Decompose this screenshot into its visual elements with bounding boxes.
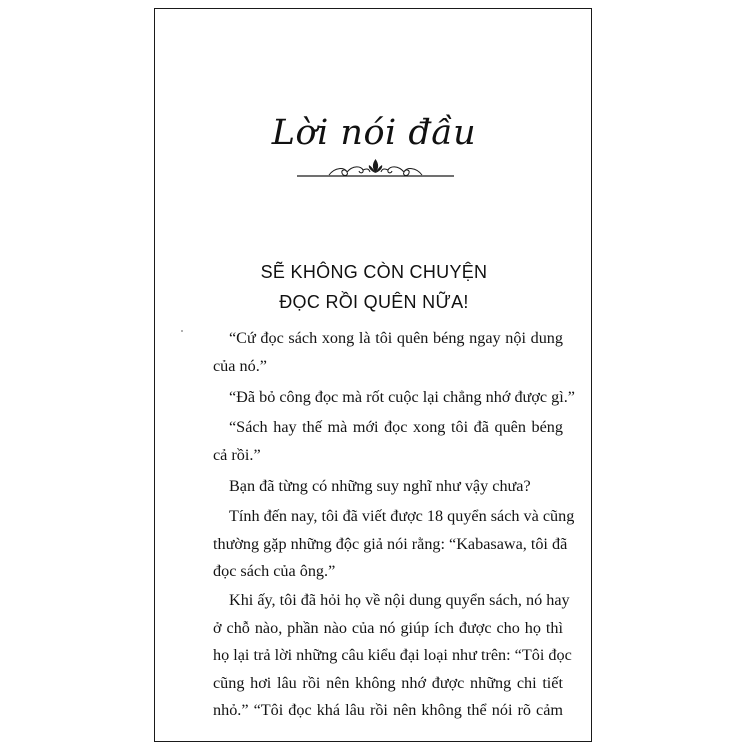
text-line: “Đã bỏ công đọc mà rốt cuộc lại chẳng nhớ được gì.” xyxy=(229,388,575,406)
text-line: ở chỗ nào, phần nào của nó giúp ích được cho họ thì xyxy=(213,618,563,637)
text-line: cũng hơi lâu rồi nên không nhớ được những chi tiết xyxy=(213,673,563,692)
text-line: đọc sách của ông.” xyxy=(213,562,336,580)
print-speck xyxy=(181,330,183,332)
chapter-title: Lời nói đầu xyxy=(271,113,477,153)
section-heading-line-1: SẼ KHÔNG CÒN CHUYỆN xyxy=(260,262,488,282)
text-line: họ lại trả lời những câu kiểu đại loại như trên: “Tôi đọc xyxy=(213,646,572,664)
text-line: Bạn đã từng có những suy nghĩ như vậy chưa? xyxy=(229,477,531,495)
text-line: cả rồi.” xyxy=(213,445,261,464)
text-line: “Cứ đọc sách xong là tôi quên béng ngay nội dung xyxy=(229,329,563,347)
book-page xyxy=(154,8,592,742)
text-line: nhỏ.” “Tôi đọc khá lâu rồi nên không thể nói rõ cảm xyxy=(213,701,563,719)
paragraph xyxy=(213,473,563,501)
paragraph xyxy=(213,587,572,725)
text-line: Khi ấy, tôi đã hỏi họ về nội dung quyển sách, nó hay xyxy=(229,591,570,609)
paragraph xyxy=(213,503,575,586)
ornament-divider-icon xyxy=(297,155,454,185)
text-line: của nó.” xyxy=(213,356,267,375)
paragraph xyxy=(213,384,575,412)
text-line: Tính đến nay, tôi đã viết được 18 quyển sách và cũng xyxy=(229,507,575,525)
section-heading-line-2: ĐỌC RỒI QUÊN NỮA! xyxy=(279,292,469,312)
text-line: thường gặp những độc giả nói rằng: “Kabasawa, tôi đã xyxy=(213,534,568,553)
paragraph xyxy=(213,414,563,469)
text-line: “Sách hay thế mà mới đọc xong tôi đã quên béng xyxy=(229,418,563,436)
paragraph xyxy=(213,325,563,380)
